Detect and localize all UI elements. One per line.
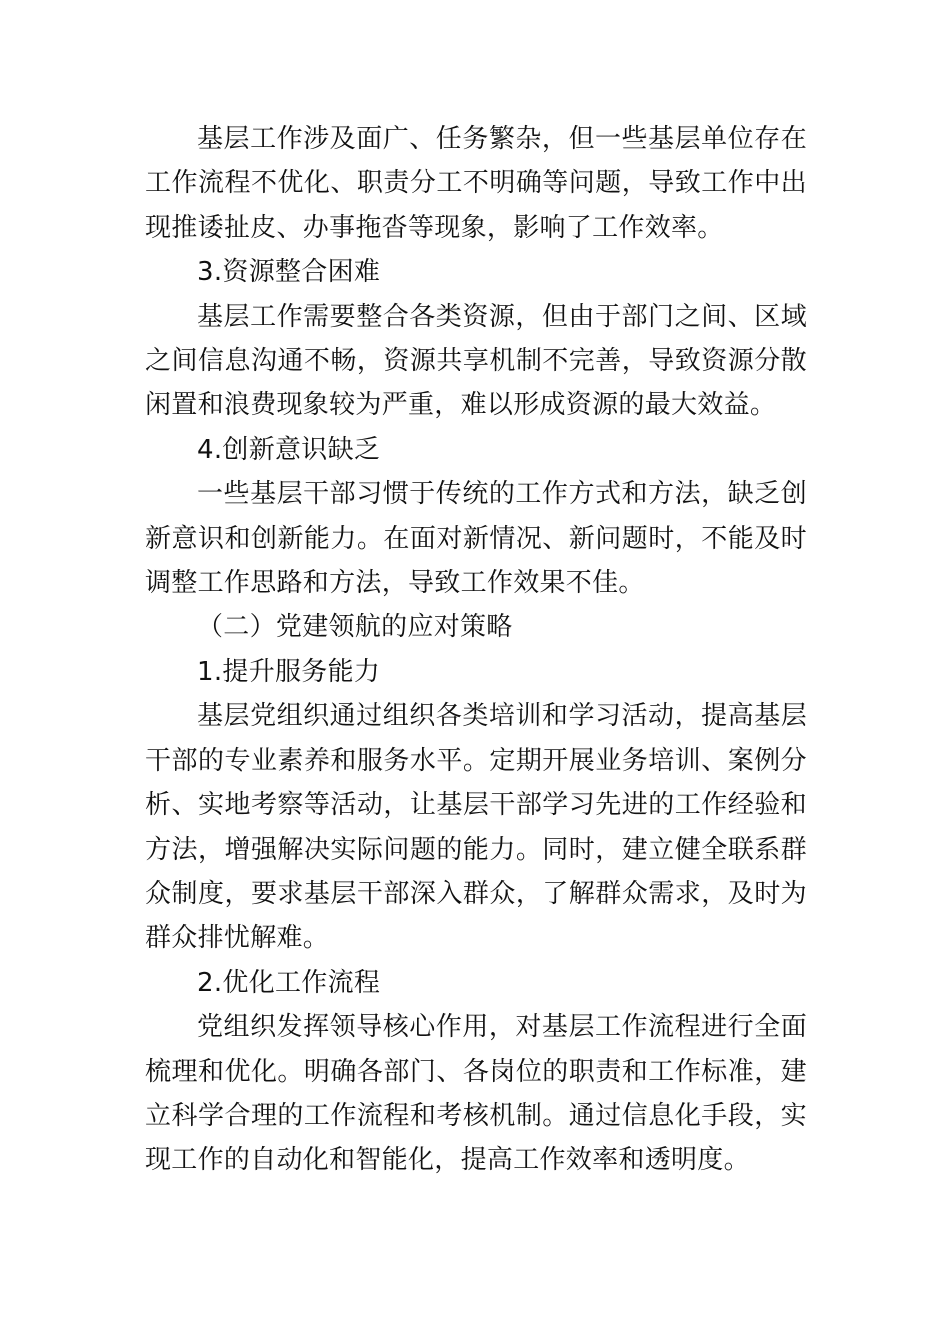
paragraph-optimize-workflow: 党组织发挥领导核心作用，对基层工作流程进行全面梳理和优化。明确各部门、各岗位的职责和工作标准，建立科学合理的工作流程和考核机制。通过信息化手段，实现工作的自动化和智能化，提高工作效率和透明度。 <box>145 1012 807 1176</box>
document-page <box>145 117 807 1183</box>
heading-innovation-lack: 4.创新意识缺乏 <box>197 434 381 465</box>
heading-service-capacity: 1.提升服务能力 <box>197 656 381 687</box>
heading-optimize-workflow: 2.优化工作流程 <box>197 967 381 998</box>
paragraph-resource-integration: 基层工作需要整合各类资源，但由于部门之间、区域之间信息沟通不畅，资源共享机制不完善，导致资源分散闲置和浪费现象较为严重，难以形成资源的最大效益。 <box>145 301 807 421</box>
paragraph-workflow-problem: 基层工作涉及面广、任务繁杂，但一些基层单位存在工作流程不优化、职责分工不明确等问题，导致工作中出现推诿扯皮、办事拖沓等现象，影响了工作效率。 <box>145 124 807 243</box>
heading-resource-integration: 3.资源整合困难 <box>197 257 381 288</box>
paragraph-service-capacity: 基层党组织通过组织各类培训和学习活动，提高基层干部的专业素养和服务水平。定期开展业务培训、案例分析、实地考察等活动，让基层干部学习先进的工作经验和方法，增强解决实际问题的能力。同时，建立健全联系群众制度，要求基层干部深入群众，了解群众需求，及时为群众排忧解难。 <box>145 701 807 954</box>
paragraph-innovation-lack: 一些基层干部习惯于传统的工作方式和方法，缺乏创新意识和创新能力。在面对新情况、新问题时，不能及时调整工作思路和方法，导致工作效果不佳。 <box>145 479 807 599</box>
heading-strategies: （二）党建领航的应对策略 <box>197 612 513 643</box>
